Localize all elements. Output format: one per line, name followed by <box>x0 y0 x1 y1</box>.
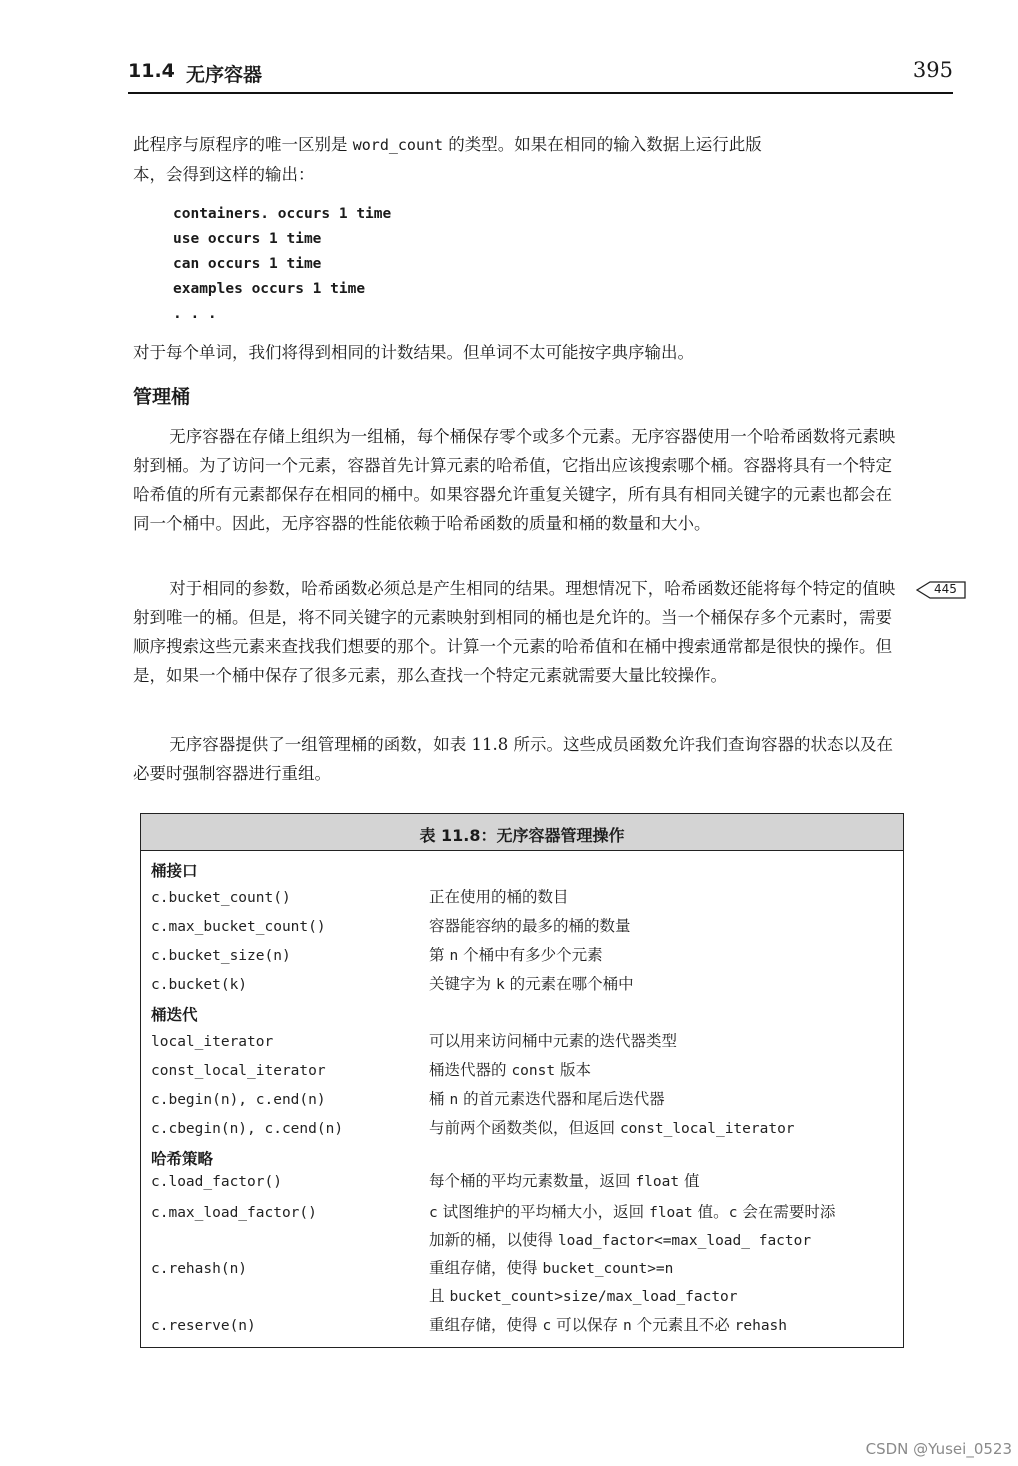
table-fn: c.max_bucket_count() <box>151 919 326 935</box>
intro-text-pre: 此程序与原程序的唯一区别是 <box>133 135 353 154</box>
table-desc: 每个桶的平均元素数量，返回 float 值 <box>429 1172 700 1190</box>
code-line: examples occurs 1 time <box>173 281 366 297</box>
table-fn: const_local_iterator <box>151 1063 326 1079</box>
table-desc: 桶迭代器的 const 版本 <box>429 1061 592 1079</box>
table-11-8 <box>140 813 904 1348</box>
table-fn: c.bucket(k) <box>151 977 248 993</box>
table-desc: 桶 n 的首元素迭代器和尾后迭代器 <box>429 1090 665 1108</box>
table-desc: 关键字为 k 的元素在哪个桶中 <box>429 975 634 993</box>
table-fn: c.rehash(n) <box>151 1261 248 1277</box>
body-paragraph-1: 无序容器在存储上组织为一组桶，每个桶保存零个或多个元素。无序容器使用一个哈希函数将元素映射到桶。为了访问一个元素，容器首先计算元素的哈希值，它指出应该搜索哪个桶。容器将具有一个特定哈希值的所有元素都保存在相同的桶中。如果容器允许重复关键字，所有具有相同关键字的元素也都会在同一个桶中。因此，无序容器的性能依赖于哈希函数的质量和桶的数量和大小。 <box>133 427 896 533</box>
table-desc: c 试图维护的平均桶大小，返回 float 值。c 会在需要时添 加新的桶，以使得 load_factor<=max_load_ factor <box>429 1203 836 1249</box>
section-number: 11.4 <box>128 60 175 82</box>
watermark: CSDN @Yusei_0523 <box>865 1440 1012 1458</box>
intro-text-line2: 本，会得到这样的输出： <box>133 165 315 184</box>
table-title-bar <box>141 814 903 851</box>
intro-text-post: 的类型。如果在相同的输入数据上运行此版 <box>443 135 762 154</box>
intro-paragraph <box>133 130 903 189</box>
table-fn: c.bucket_size(n) <box>151 948 291 964</box>
table-desc: 第 n 个桶中有多少个元素 <box>429 946 603 964</box>
table-desc: 正在使用的桶的数目 <box>429 888 569 906</box>
table-fn: local_iterator <box>151 1034 274 1050</box>
table-fn: c.cbegin(n), c.cend(n) <box>151 1121 344 1137</box>
table-fn: c.max_load_factor() <box>151 1205 317 1221</box>
section-title: 无序容器 <box>186 64 263 86</box>
table-fn: c.load_factor() <box>151 1174 282 1190</box>
table-fn: c.begin(n), c.end(n) <box>151 1092 326 1108</box>
table-group-label: 桶迭代 <box>151 1006 198 1024</box>
intro-code-word-count: word_count <box>352 136 444 154</box>
table-desc: 与前两个函数类似，但返回 const_local_iterator <box>429 1119 795 1137</box>
table-fn: c.bucket_count() <box>151 890 291 906</box>
code-line: containers. occurs 1 time <box>173 206 392 222</box>
table-fn: c.reserve(n) <box>151 1318 256 1334</box>
body-paragraph-2: 对于相同的参数，哈希函数必须总是产生相同的结果。理想情况下，哈希函数还能将每个特定的值映射到唯一的桶。但是，将不同关键字的元素映射到相同的桶也是允许的。当一个桶保存多个元素时，需要顺序搜索这些元素来查找我们想要的那个。计算一个元素的哈希值和在桶中搜索通常都是很快的操作。但是，如果一个桶中保存了很多元素，那么查找一个特定元素就需要大量比较操作。 <box>133 579 896 685</box>
page-number: 395 <box>912 58 953 82</box>
table-group-label: 桶接口 <box>151 862 198 880</box>
margin-page-reference <box>916 580 966 600</box>
code-line: can occurs 1 time <box>173 256 322 272</box>
margin-ref-number: 445 <box>934 582 957 596</box>
table-desc: 容器能容纳的最多的桶的数量 <box>429 917 631 935</box>
table-group-label: 哈希策略 <box>151 1150 214 1168</box>
table-desc: 可以用来访问桶中元素的迭代器类型 <box>429 1032 678 1050</box>
section-heading: 管理桶 <box>133 386 191 408</box>
after-code-paragraph: 对于每个单词，我们将得到相同的计数结果。但单词不太可能按字典序输出。 <box>133 343 694 362</box>
table-desc: 重组存储，使得 bucket_count>=n 且 bucket_count>size/max_load_factor <box>429 1259 738 1305</box>
code-line: . . . <box>173 306 217 322</box>
page-header <box>128 58 953 94</box>
code-line: use occurs 1 time <box>173 231 322 247</box>
code-output-block <box>173 202 391 327</box>
table-desc: 重组存储，使得 c 可以保存 n 个元素且不必 rehash <box>429 1316 788 1334</box>
table-title: 表 11.8：无序容器管理操作 <box>419 826 625 845</box>
body-paragraph-3: 无序容器提供了一组管理桶的函数，如表 11.8 所示。这些成员函数允许我们查询容器的状态以及在必要时强制容器进行重组。 <box>133 735 894 783</box>
